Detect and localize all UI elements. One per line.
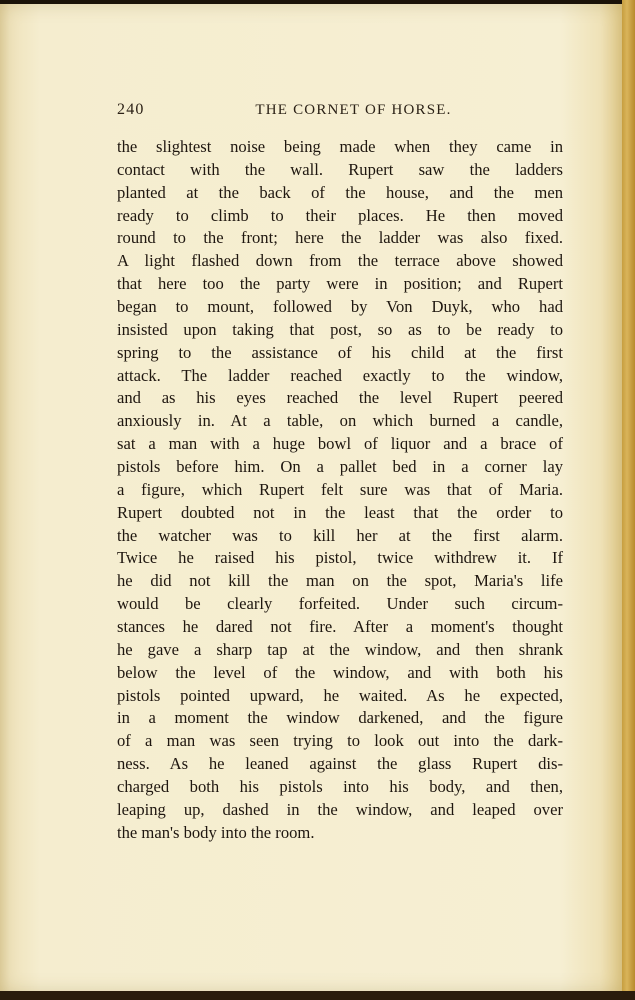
page-edge	[622, 0, 635, 1000]
page-number: 240	[117, 101, 145, 118]
book-page	[0, 4, 622, 992]
body-text	[117, 136, 563, 845]
text-line: a figure, which Rupert felt sure was that of Maria.	[117, 479, 563, 499]
running-head: THE CORNET OF HORSE.	[255, 102, 452, 118]
text-line: Rupert doubted not in the least that the order to	[117, 502, 563, 522]
text-line: the slightest noise being made when they came in	[117, 137, 563, 156]
text-line: pistols before him. On a pallet bed in a corner lay	[117, 457, 563, 477]
text-line: that here too the party were in position; and Rupert	[117, 274, 563, 294]
page-header	[117, 101, 562, 123]
page-bottom-edge	[0, 991, 635, 1000]
text-line: below the level of the window, and with both his	[117, 662, 563, 682]
text-line: charged both his pistols into his body, and then,	[117, 777, 563, 797]
text-line: the watcher was to kill her at the first alarm.	[117, 525, 563, 545]
text-line: round to the front; here the ladder was also fixed.	[117, 228, 563, 248]
text-line: the man's body into the room.	[117, 822, 315, 842]
text-line: he did not kill the man on the spot, Maria's life	[117, 571, 563, 591]
text-line: sat a man with a huge bowl of liquor and a brace of	[117, 434, 563, 454]
text-line: Twice he raised his pistol, twice withdrew it. If	[117, 548, 563, 568]
text-line: planted at the back of the house, and the men	[117, 182, 563, 202]
text-line: and as his eyes reached the level Rupert peered	[117, 388, 563, 408]
text-line: began to mount, followed by Von Duyk, who had	[117, 297, 563, 317]
text-line: spring to the assistance of his child at the first	[117, 342, 563, 362]
text-line: would be clearly forfeited. Under such circum-	[117, 594, 563, 614]
text-line: ness. As he leaned against the glass Rupert dis-	[117, 754, 563, 774]
text-line: anxiously in. At a table, on which burned a candle,	[117, 411, 563, 431]
text-line: leaping up, dashed in the window, and leaped over	[117, 799, 563, 819]
text-line: contact with the wall. Rupert saw the ladders	[117, 159, 563, 179]
text-line: he gave a sharp tap at the window, and then shrank	[117, 639, 563, 659]
text-line: in a moment the window darkened, and the figure	[117, 708, 563, 728]
text-line: A light flashed down from the terrace above showed	[117, 251, 563, 271]
text-line: insisted upon taking that post, so as to be ready to	[117, 319, 563, 339]
text-line: of a man was seen trying to look out into the dark-	[117, 731, 563, 751]
text-line: stances he dared not fire. After a moment's thought	[117, 617, 563, 637]
text-line: attack. The ladder reached exactly to the window,	[117, 365, 563, 385]
text-line: pistols pointed upward, he waited. As he expected,	[117, 685, 563, 705]
text-line: ready to climb to their places. He then moved	[117, 205, 563, 225]
